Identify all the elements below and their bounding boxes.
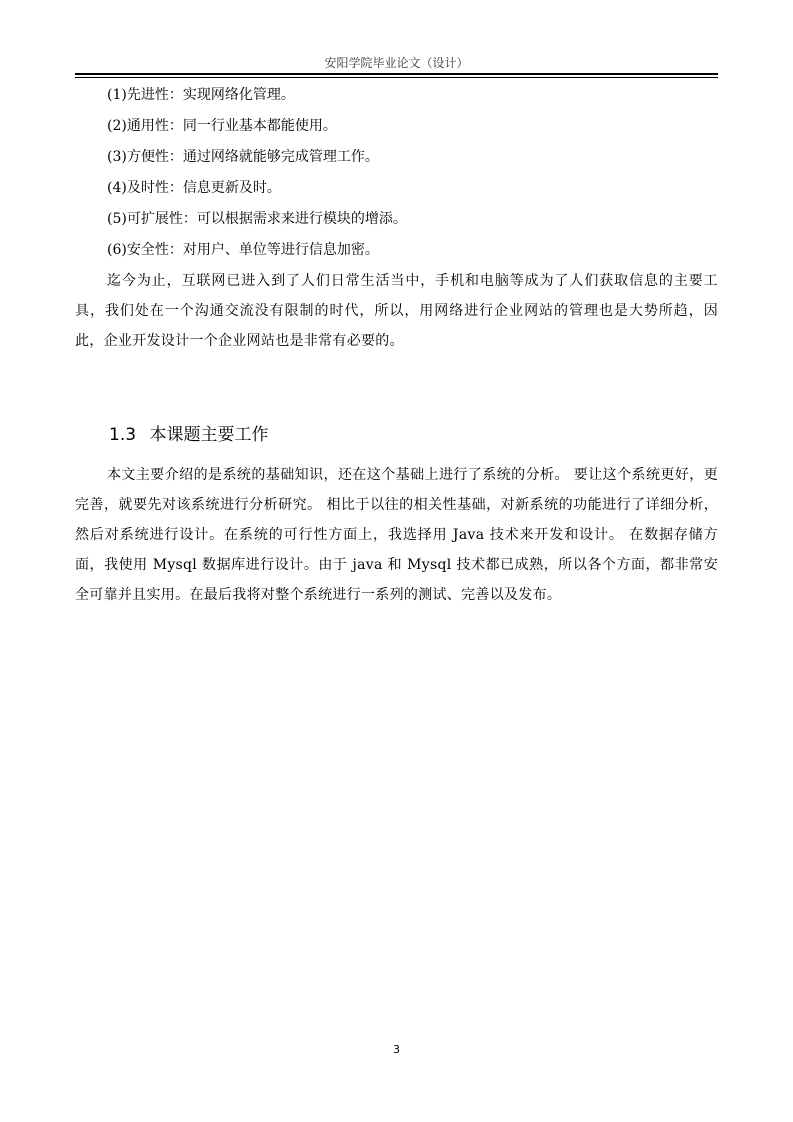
feature-item: (1)先进性：实现网络化管理。	[107, 87, 295, 103]
page-number: 3	[393, 1043, 400, 1056]
feature-item: (4)及时性：信息更新及时。	[107, 180, 281, 196]
page-body	[75, 80, 718, 610]
section-title: 本课题主要工作	[149, 425, 269, 445]
intro-paragraph: 迄今为止，互联网已进入到了人们日常生活当中，手机和电脑等成为了人们获取信息的主要工具，我们处在一个沟通交流没有限制的时代，所以，用网络进行企业网站的管理也是大势所趋，因此，企业开发设计一个企业网站也是非常有必要的。	[75, 273, 718, 349]
header-divider-thin	[75, 77, 718, 78]
feature-item: (3)方便性：通过网络就能够完成管理工作。	[107, 149, 379, 165]
section-number: 1.3	[109, 425, 137, 445]
section-paragraph: 本文主要介绍的是系统的基础知识，还在这个基础上进行了系统的分析。 要让这个系统更好，更完善，就要先对该系统进行分析研究。 相比于以往的相关性基础，对新系统的功能进行了详细分析，然后对系统进行设计。在系统的可行性方面上，我选择用 Java 技术来开发和设计。 在数据存储方面，我使用 Mysql 数据库进行设计。由于 java 和 Mysql 技术都已成熟，所以各个方面，都非常安全可靠并且实用。在最后我将对整个系统进行一系列的测试、完善以及发布。	[75, 467, 718, 603]
header-divider	[75, 73, 718, 75]
feature-item: (5)可扩展性：可以根据需求来进行模块的增添。	[107, 211, 407, 227]
feature-item: (2)通用性：同一行业基本都能使用。	[107, 118, 337, 134]
section-heading	[75, 420, 718, 450]
page-header-title: 安阳学院毕业论文（设计）	[324, 56, 469, 70]
feature-item: (6)安全性：对用户、单位等进行信息加密。	[107, 242, 379, 258]
